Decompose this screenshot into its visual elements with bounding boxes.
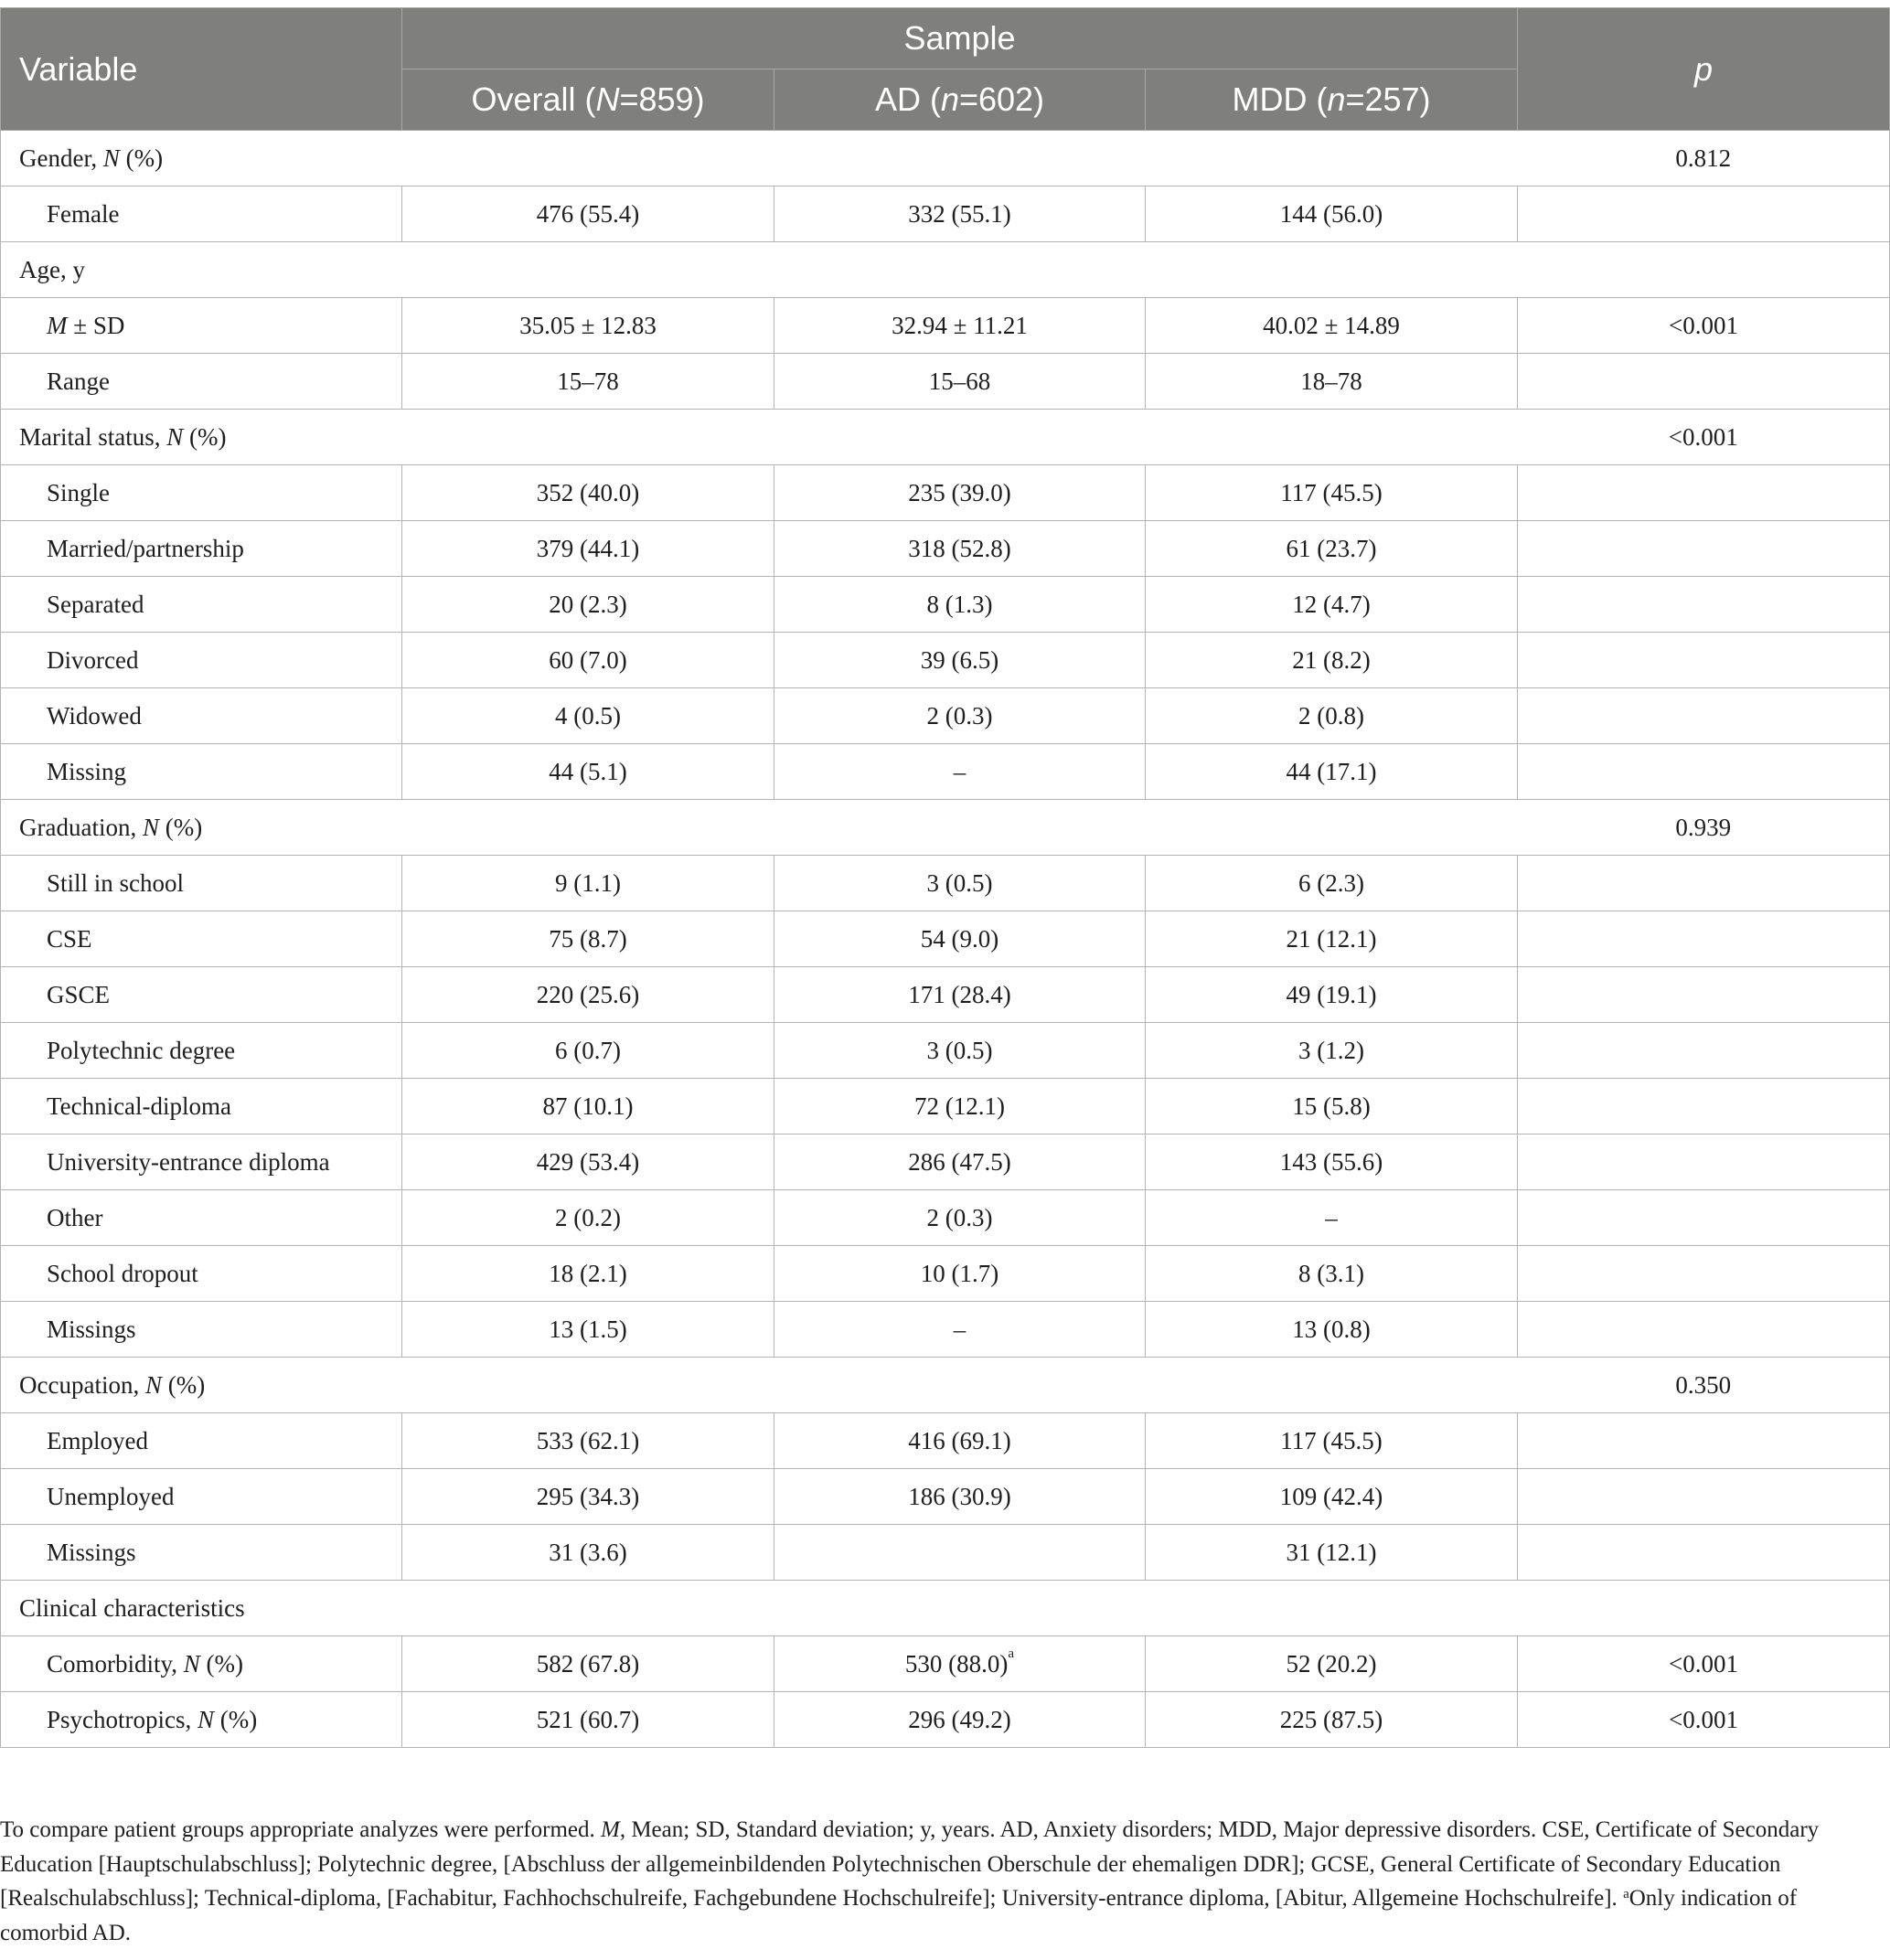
cell-overall: 9 (1.1) [402,856,774,911]
cell-mdd: 117 (45.5) [1146,1413,1518,1469]
cell-mdd: 44 (17.1) [1146,744,1518,800]
cell-p [1518,577,1890,633]
cell-p: <0.001 [1518,1636,1890,1692]
cell-overall: 15–78 [402,354,774,410]
cell-ad: 39 (6.5) [774,633,1146,688]
cell-overall: 220 (25.6) [402,967,774,1023]
cell-overall: 4 (0.5) [402,688,774,744]
row-label: Missings [1,1302,402,1358]
cell-mdd: 52 (20.2) [1146,1636,1518,1692]
cell-ad: 3 (0.5) [774,856,1146,911]
table-row-married [1,521,1890,577]
table-row-occupation [1,1358,1890,1413]
cell-overall: 582 (67.8) [402,1636,774,1692]
footnote-marker: a [1008,1646,1015,1661]
cell-overall: 533 (62.1) [402,1413,774,1469]
row-label: Gender, N (%) [1,131,1518,186]
cell-mdd: 49 (19.1) [1146,967,1518,1023]
cell-mdd: 21 (12.1) [1146,911,1518,967]
row-label: Graduation, N (%) [1,800,1518,856]
row-label: Missing [1,744,402,800]
table-row-comorbidity [1,1636,1890,1692]
row-label: Psychotropics, N (%) [1,1692,402,1748]
cell-mdd: 13 (0.8) [1146,1302,1518,1358]
cell-ad: 3 (0.5) [774,1023,1146,1079]
cell-p [1518,354,1890,410]
cell-mdd: 40.02 ± 14.89 [1146,298,1518,354]
table-header [1,8,1890,131]
cell-mdd: 61 (23.7) [1146,521,1518,577]
table-row-graduation [1,800,1890,856]
cell-ad: 2 (0.3) [774,1190,1146,1246]
row-label: Occupation, N (%) [1,1358,1518,1413]
cell-overall: 31 (3.6) [402,1525,774,1581]
row-label: Clinical characteristics [1,1581,1890,1636]
table-row-polytechnic [1,1023,1890,1079]
cell-ad: 2 (0.3) [774,688,1146,744]
cell-ad: – [774,744,1146,800]
cell-p [1518,1079,1890,1134]
cell-overall: 295 (34.3) [402,1469,774,1525]
row-label: Marital status, N (%) [1,410,1518,465]
row-label: Separated [1,577,402,633]
cell-ad: 32.94 ± 11.21 [774,298,1146,354]
cell-ad: 171 (28.4) [774,967,1146,1023]
cell-p [1518,1134,1890,1190]
cell-ad: 416 (69.1) [774,1413,1146,1469]
row-label: Technical-diploma [1,1079,402,1134]
cell-p [1518,465,1890,521]
row-label: Employed [1,1413,402,1469]
row-label: University-entrance diploma [1,1134,402,1190]
cell-p [1518,633,1890,688]
cell-ad: 286 (47.5) [774,1134,1146,1190]
cell-p: 0.812 [1518,131,1890,186]
row-label: Comorbidity, N (%) [1,1636,402,1692]
cell-overall: 20 (2.3) [402,577,774,633]
table-row-cse [1,911,1890,967]
cell-p [1518,1302,1890,1358]
row-label: Married/partnership [1,521,402,577]
table-row-missing [1,744,1890,800]
cell-overall: 13 (1.5) [402,1302,774,1358]
table-row-missings-occupation [1,1525,1890,1581]
cell-overall: 44 (5.1) [402,744,774,800]
header-p: p [1518,8,1890,131]
table-row-university [1,1134,1890,1190]
row-label: Missings [1,1525,402,1581]
cell-overall: 87 (10.1) [402,1079,774,1134]
table-body [1,131,1890,1748]
row-label: Single [1,465,402,521]
cell-ad: 15–68 [774,354,1146,410]
cell-mdd: 3 (1.2) [1146,1023,1518,1079]
demographics-table-container [0,7,1889,1748]
header-mdd: MDD (n=257) [1146,69,1518,131]
row-label: Female [1,186,402,242]
cell-overall: 476 (55.4) [402,186,774,242]
cell-overall: 60 (7.0) [402,633,774,688]
cell-p [1518,744,1890,800]
table-row-divorced [1,633,1890,688]
row-label: Unemployed [1,1469,402,1525]
row-label: Widowed [1,688,402,744]
cell-ad: 10 (1.7) [774,1246,1146,1302]
table-row-technical-diploma [1,1079,1890,1134]
cell-p [1518,967,1890,1023]
cell-mdd: – [1146,1190,1518,1246]
cell-overall: 352 (40.0) [402,465,774,521]
row-label: CSE [1,911,402,967]
table-row-school-dropout [1,1246,1890,1302]
row-label: GSCE [1,967,402,1023]
table-row-unemployed [1,1469,1890,1525]
table-row-clinical [1,1581,1890,1636]
cell-overall: 521 (60.7) [402,1692,774,1748]
table-row-separated [1,577,1890,633]
table-row-gender [1,131,1890,186]
table-row-female [1,186,1890,242]
cell-p: 0.939 [1518,800,1890,856]
cell-p [1518,856,1890,911]
table-row-range [1,354,1890,410]
cell-ad: 332 (55.1) [774,186,1146,242]
row-label: School dropout [1,1246,402,1302]
cell-mdd: 2 (0.8) [1146,688,1518,744]
table-row-employed [1,1413,1890,1469]
cell-p: <0.001 [1518,410,1890,465]
cell-mdd: 21 (8.2) [1146,633,1518,688]
cell-mdd: 143 (55.6) [1146,1134,1518,1190]
row-label: Other [1,1190,402,1246]
cell-ad: 296 (49.2) [774,1692,1146,1748]
cell-mdd: 15 (5.8) [1146,1079,1518,1134]
header-overall: Overall (N=859) [402,69,774,131]
cell-p: <0.001 [1518,1692,1890,1748]
cell-p [1518,1023,1890,1079]
row-label: Range [1,354,402,410]
row-label: Still in school [1,856,402,911]
table-row-single [1,465,1890,521]
cell-overall: 35.05 ± 12.83 [402,298,774,354]
cell-ad: 72 (12.1) [774,1079,1146,1134]
header-sample: Sample [402,8,1518,69]
cell-ad: 530 $(88.0)^a$ [774,1636,1146,1692]
cell-overall: 379 (44.1) [402,521,774,577]
demographics-table [0,7,1890,1748]
row-label: Divorced [1,633,402,688]
cell-mdd: 144 (56.0) [1146,186,1518,242]
cell-ad [774,1525,1146,1581]
table-row-marital [1,410,1890,465]
cell-p [1518,1246,1890,1302]
cell-overall: 2 (0.2) [402,1190,774,1246]
cell-mdd: 225 (87.5) [1146,1692,1518,1748]
cell-overall: 6 (0.7) [402,1023,774,1079]
cell-mdd: 6 (2.3) [1146,856,1518,911]
header-ad: AD (n=602) [774,69,1146,131]
cell-mdd: 109 (42.4) [1146,1469,1518,1525]
cell-p [1518,521,1890,577]
cell-mdd: 18–78 [1146,354,1518,410]
cell-p [1518,1190,1890,1246]
table-row-missings-graduation [1,1302,1890,1358]
row-label: Polytechnic degree [1,1023,402,1079]
cell-mdd: 31 (12.1) [1146,1525,1518,1581]
cell-mdd: 117 (45.5) [1146,465,1518,521]
cell-ad: 235 (39.0) [774,465,1146,521]
header-variable: Variable [1,8,402,131]
cell-p: 0.350 [1518,1358,1890,1413]
cell-p [1518,688,1890,744]
table-row-widowed [1,688,1890,744]
row-label: Age, y [1,242,1890,298]
row-label: M ± SD [1,298,402,354]
cell-overall: 75 (8.7) [402,911,774,967]
cell-p: <0.001 [1518,298,1890,354]
cell-overall: 429 (53.4) [402,1134,774,1190]
cell-p [1518,911,1890,967]
table-row-gsce [1,967,1890,1023]
cell-ad: 8 (1.3) [774,577,1146,633]
cell-ad: 186 (30.9) [774,1469,1146,1525]
table-footnote: To compare patient groups appropriate analyzes were performed. M, Mean; SD, Standard deviation; y, years. AD, Anxiety disorders; MDD, Major depressive disorders. CSE, Certificate of Secondary Education [Hauptschulabschluss]; Polytechnic degree, [Abschluss der allgemeinbildenden Polytechnischen Oberschule der ehemaligen DDR]; GCSE, General Certificate of Secondary Education [Realschulabschluss]; Technical-diploma, [Fachabitur, Fachhochschulreife, Fachgebundene Hochschulreife]; University-entrance diploma, [Abitur, Allgemeine Hochschulreife]. $^a$Only indication of comorbid AD. [0,1817,1820,1945]
table-row-age [1,242,1890,298]
table-row-still-in-school [1,856,1890,911]
cell-p [1518,1413,1890,1469]
table-row-mean-sd [1,298,1890,354]
cell-mdd: 8 (3.1) [1146,1246,1518,1302]
table-row-other [1,1190,1890,1246]
cell-ad: 54 (9.0) [774,911,1146,967]
cell-p [1518,1469,1890,1525]
cell-ad: 318 (52.8) [774,521,1146,577]
cell-overall: 18 (2.1) [402,1246,774,1302]
table-row-psychotropics [1,1692,1890,1748]
cell-p [1518,1525,1890,1581]
cell-ad: – [774,1302,1146,1358]
cell-mdd: 12 (4.7) [1146,577,1518,633]
cell-p [1518,186,1890,242]
